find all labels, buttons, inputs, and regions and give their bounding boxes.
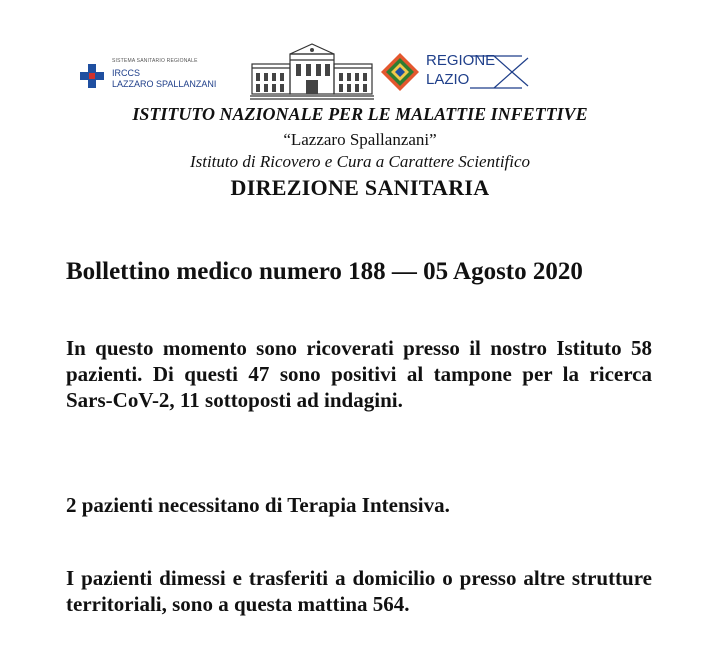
regione-label: REGIONE [426, 52, 496, 69]
bulletin-paragraph: In questo momento sono ricoverati presso il nostro Istituto 58 pazienti. Di questi 47 sono positivi al tampone per la ricerca Sars-CoV-2, 11 sottoposti ad indagini. [66, 336, 652, 412]
red-cross-icon [80, 64, 104, 88]
lazio-label: LAZIO [426, 71, 470, 88]
regione-lazio-logo [380, 50, 530, 94]
irccs-institute-name: LAZZARO SPALLANZANI [112, 79, 217, 89]
institute-subtitle: Istituto di Ricovero e Cura a Carattere Scientifico [189, 152, 531, 171]
regione-lazio-emblem-icon [380, 52, 420, 92]
institute-building-icon [250, 40, 374, 102]
institute-title: ISTITUTO NAZIONALE PER LE MALATTIE INFETTIVE [132, 104, 588, 124]
bulletin-paragraph: I pazienti dimessi e trasferiti a domicilio o presso altre strutture territoriali, sono a questa mattina 564. [66, 566, 652, 616]
irccs-label: IRCCS [112, 68, 141, 78]
department-heading: DIREZIONE SANITARIA [230, 175, 490, 200]
irccs-system-caption: SISTEMA SANITARIO REGIONALE [112, 58, 198, 64]
bulletin-title: Bollettino medico numero 188 — 05 Agosto 2020 [66, 258, 583, 285]
institute-name: “Lazzaro Spallanzani” [283, 130, 437, 149]
logo-bar [0, 38, 720, 104]
bulletin-paragraph: 2 pazienti necessitano di Terapia Intensiva. [66, 493, 450, 517]
lazio-arrow-lines-icon [470, 50, 530, 94]
irccs-spallanzani-logo [78, 52, 248, 92]
